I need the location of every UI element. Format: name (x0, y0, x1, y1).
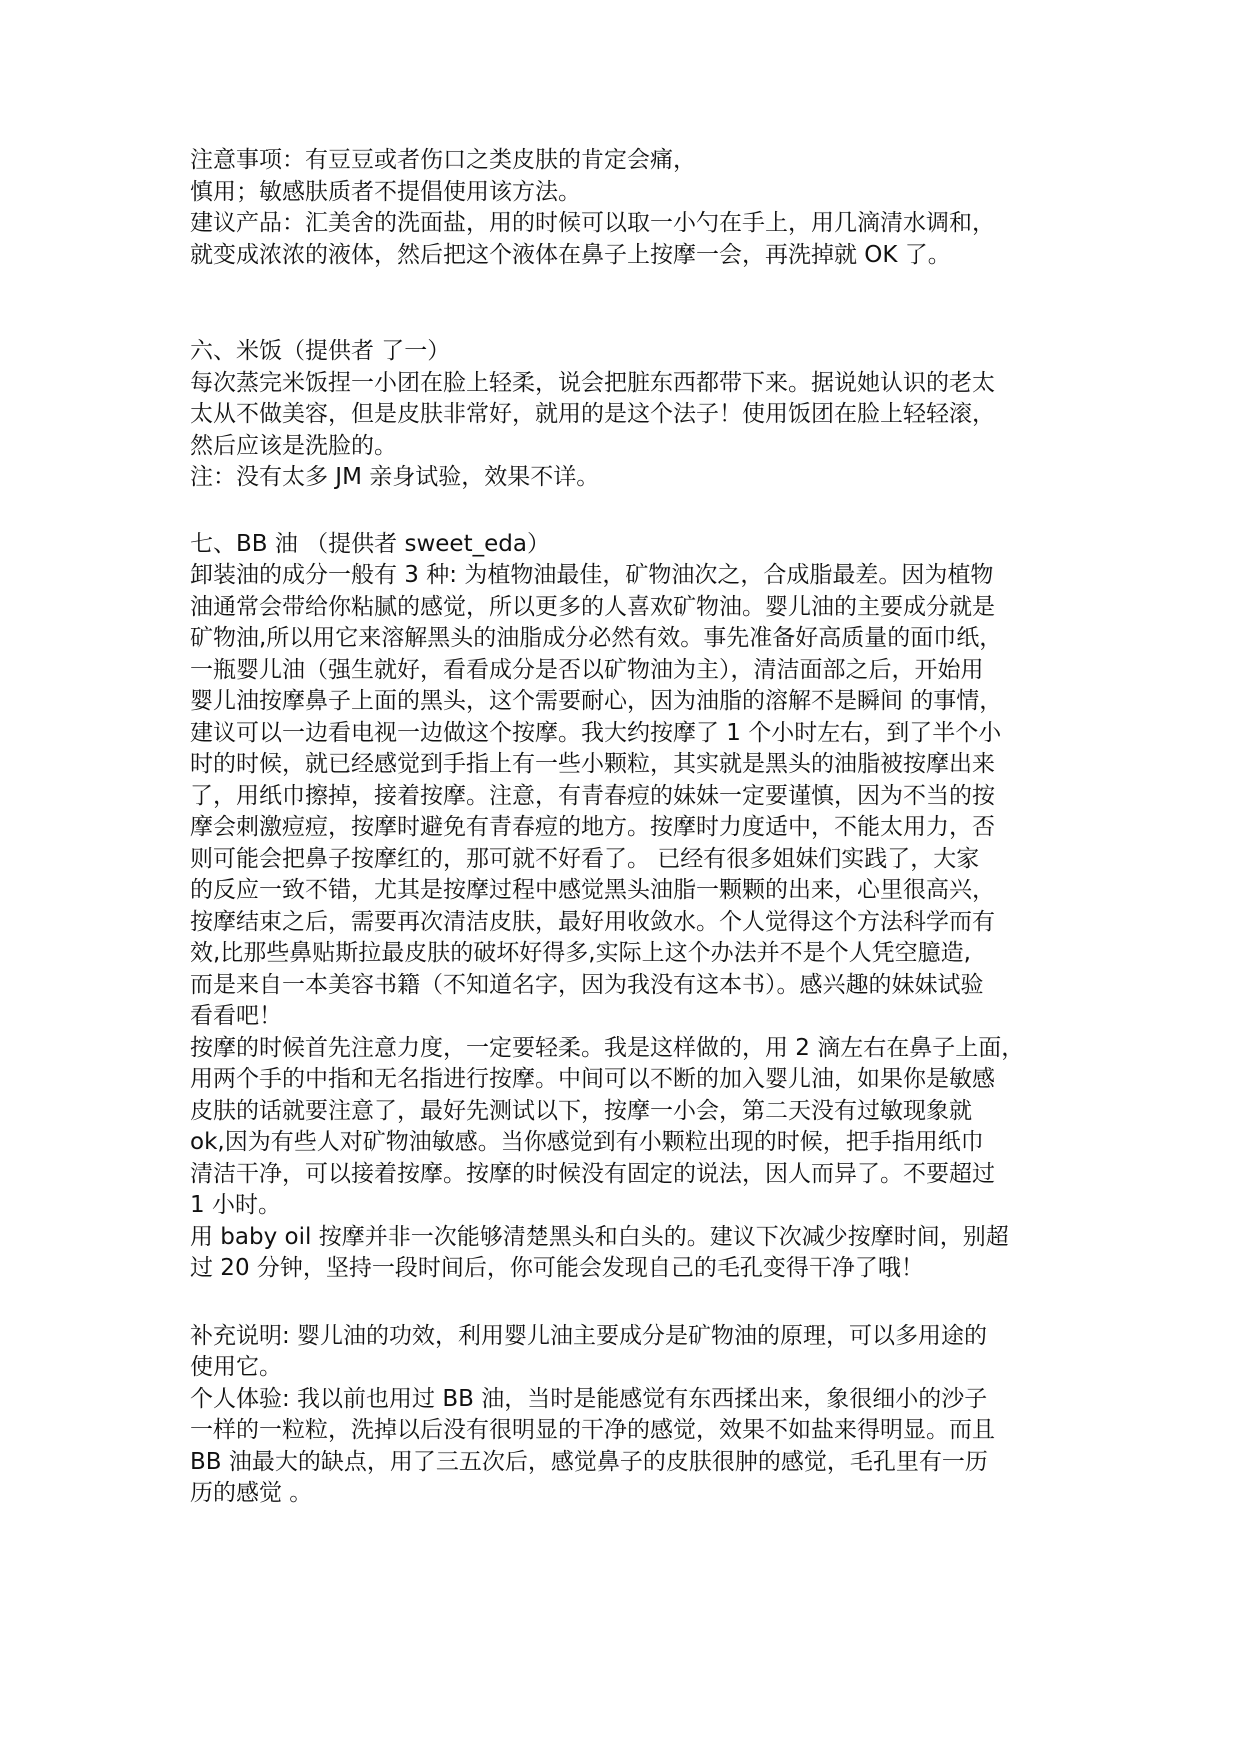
text-line: 用 baby oil 按摩并非一次能够清楚黑头和白头的。建议下次减少按摩时间，别超 (190, 1223, 1009, 1250)
text-line: 油通常会带给你粘腻的感觉，所以更多的人喜欢矿物油。婴儿油的主要成分就是 (190, 593, 995, 620)
text-line: 注意事项：有豆豆或者伤口之类皮肤的肯定会痛， (190, 147, 696, 173)
text-line: 看看吧！ (190, 1003, 282, 1029)
text-line: 时的时候，就已经感觉到手指上有一些小颗粒，其实就是黑头的油脂被按摩出来 (190, 751, 995, 777)
text-line: 然后应该是洗脸的。 (190, 432, 397, 459)
text-line: 注：没有太多 JM 亲身试验，效果不详。 (190, 464, 600, 490)
text-line: 按摩结束之后，需要再次清洁皮肤，最好用收敛水。个人觉得这个方法科学而有 (190, 908, 995, 935)
text-line: 补充说明: 婴儿油的功效，利用婴儿油主要成分是矿物油的原理，可以多用途的 (190, 1322, 988, 1349)
text-line: 矿物油,所以用它来溶解黑头的油脂成分必然有效。事先准备好高质量的面巾纸， (190, 625, 1003, 651)
text-line: 一样的一粒粒，洗掉以后没有很明显的干净的感觉，效果不如盐来得明显。而且 (190, 1417, 995, 1443)
text-line: 而是来自一本美容书籍（不知道名字，因为我没有这本书）。感兴趣的妹妹试验 (190, 971, 984, 998)
text-line: 使用它。 (190, 1354, 282, 1380)
text-line: 清洁干净，可以接着按摩。按摩的时候没有固定的说法，因人而异了。不要超过 (190, 1160, 995, 1187)
section-notes (190, 145, 1052, 271)
text-line: BB 油最大的缺点，用了三五次后，感觉鼻子的皮肤很肿的感觉，毛孔里有一历 (190, 1448, 988, 1475)
text-line: 皮肤的话就要注意了，最好先测试以下，按摩一小会，第二天没有过敏现象就 (190, 1097, 972, 1124)
text-line: 个人体验: 我以前也用过 BB 油，当时是能感觉有东西揉出来，象很细小的沙子 (190, 1385, 988, 1412)
section-gap (190, 494, 1052, 529)
text-line: 建议产品：汇美舍的洗面盐，用的时候可以取一小勺在手上，用几滴清水调和， (190, 210, 995, 236)
section-rice (190, 336, 1052, 494)
text-line: 用两个手的中指和无名指进行按摩。中间可以不断的加入婴儿油，如果你是敏感 (190, 1066, 995, 1092)
section-gap (190, 271, 1052, 336)
document-body (190, 145, 1052, 1510)
section-heading: 七、BB 油 （提供者 sweet_eda） (190, 530, 550, 557)
text-line: ok,因为有些人对矿物油敏感。当你感觉到有小颗粒出现的时候，把手指用纸巾 (190, 1129, 984, 1155)
text-line: 过 20 分钟，坚持一段时间后，你可能会发现自己的毛孔变得干净了哦！ (190, 1255, 924, 1281)
text-line: 太从不做美容，但是皮肤非常好，就用的是这个法子！使用饭团在脸上轻轻滚， (190, 401, 995, 427)
section-bb-oil (190, 529, 1052, 1285)
text-line: 按摩的时候首先注意力度，一定要轻柔。我是这样做的，用 2 滴左右在鼻子上面， (190, 1034, 1025, 1061)
text-line: 历的感觉 。 (190, 1480, 313, 1506)
text-line: 一瓶婴儿油（强生就好，看看成分是否以矿物油为主），清洁面部之后，开始用 (190, 656, 984, 683)
text-line: 则可能会把鼻子按摩红的，那可就不好看了。 已经有很多姐妹们实践了，大家 (190, 845, 980, 872)
section-heading: 六、米饭（提供者 了一） (190, 338, 451, 364)
text-line: 建议可以一边看电视一边做这个按摩。我大约按摩了 1 个小时左右，到了半个小 (190, 719, 1002, 746)
text-line: 了，用纸巾擦掉，接着按摩。注意，有青春痘的妹妹一定要谨慎，因为不当的按 (190, 782, 995, 809)
text-line: 的反应一致不错，尤其是按摩过程中感觉黑头油脂一颗颗的出来，心里很高兴， (190, 877, 995, 903)
text-line: 卸装油的成分一般有 3 种: 为植物油最佳，矿物油次之，合成脂最差。因为植物 (190, 562, 994, 588)
text-line: 效,比那些鼻贴斯拉最皮肤的破坏好得多,实际上这个办法并不是个人凭空臆造, (190, 940, 971, 966)
text-line: 婴儿油按摩鼻子上面的黑头，这个需要耐心，因为油脂的溶解不是瞬间 的事情， (190, 688, 1003, 714)
text-line: 1 小时。 (190, 1192, 281, 1218)
text-line: 慎用；敏感肤质者不提倡使用该方法。 (190, 178, 581, 205)
text-line: 就变成浓浓的液体，然后把这个液体在鼻子上按摩一会，再洗掉就 OK 了。 (190, 241, 951, 268)
section-supplement (190, 1321, 1052, 1510)
text-line: 摩会刺激痘痘，按摩时避免有青春痘的地方。按摩时力度适中，不能太用力，否 (190, 814, 995, 840)
section-gap (190, 1285, 1052, 1321)
text-line: 每次蒸完米饭捏一小团在脸上轻柔，说会把脏东西都带下来。据说她认识的老太 (190, 369, 995, 396)
